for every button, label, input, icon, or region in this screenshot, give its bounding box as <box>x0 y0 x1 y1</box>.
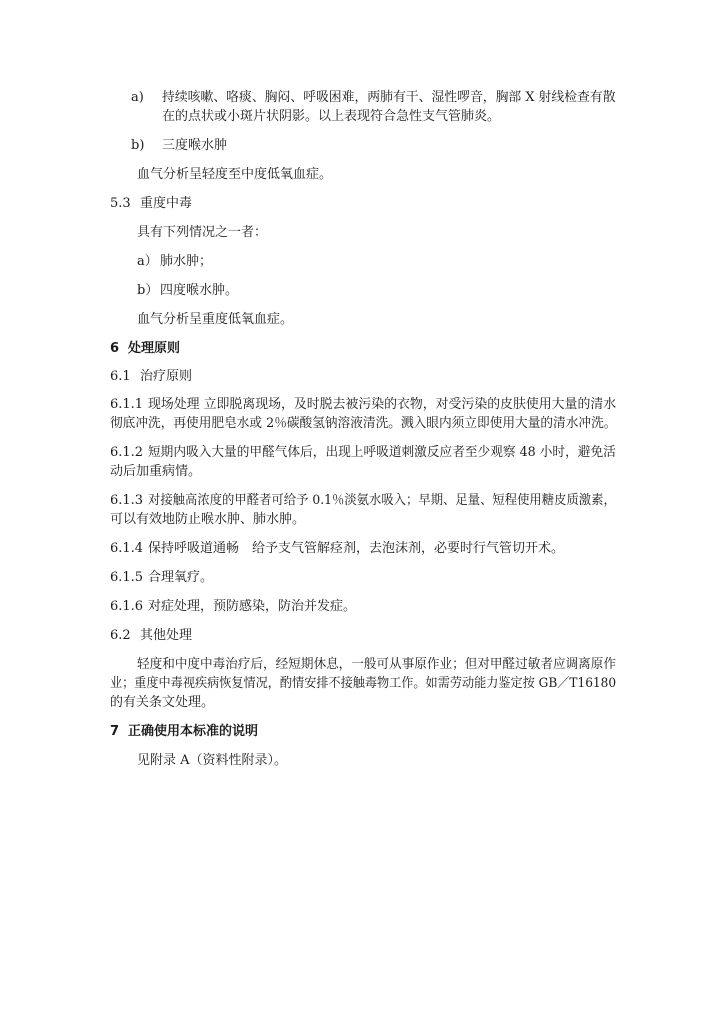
clause-text: 保持呼吸道通畅 给予支气管解痉剂，去泡沫剂，必要时行气管切开术。 <box>148 541 565 556</box>
list-item-text: 三度喉水肿 <box>162 138 228 153</box>
list-item-text: 持续咳嗽、咯痰、胸闷、呼吸困难，两肺有干、湿性啰音，胸部 X 射线检查有散 <box>162 90 616 105</box>
chapter-title: 处理原则 <box>128 341 181 356</box>
clause-text-continued: 可以有效地防止喉水肿、肺水肿。 <box>110 512 306 527</box>
section-title: 其他处理 <box>140 628 193 643</box>
list-item-text: 四度喉水肿。 <box>160 283 239 298</box>
list-item-text: 肺水肿； <box>160 254 213 269</box>
list-item-marker: a) <box>131 90 144 105</box>
clause-text: 对症处理，预防感染，防治并发症。 <box>148 599 357 614</box>
paragraph-continued: 业；重度中毒视疾病恢复情况，酌情安排不接触毒物工作。如需劳动能力鉴定按 GB／T16180 <box>110 676 617 691</box>
section-number: 6.1 <box>110 369 131 384</box>
clause-number: 6.1.5 <box>110 570 144 585</box>
section-number: 6.2 <box>110 628 131 643</box>
clause-number: 6.1.2 <box>110 445 144 460</box>
chapter-title: 正确使用本标准的说明 <box>128 724 259 739</box>
chapter-number: 6 <box>110 341 120 356</box>
clause-text-continued: 动后加重病情。 <box>110 464 202 479</box>
paragraph: 血气分析呈重度低氧血症。 <box>137 312 294 327</box>
paragraph: 具有下列情况之一者： <box>137 225 268 240</box>
paragraph-continued: 的有关条文处理。 <box>110 695 215 710</box>
clause-text: 合理氧疗。 <box>148 570 214 585</box>
clause-number: 6.1.3 <box>110 493 144 508</box>
list-item-text-continued: 在的点状或小斑片状阴影。以上表现符合急性支气管肺炎。 <box>162 109 501 124</box>
clause-text: 现场处理 立即脱离现场，及时脱去被污染的衣物，对受污染的皮肤使用大量的清水 <box>148 397 617 412</box>
paragraph: 血气分析呈轻度至中度低氧血症。 <box>137 167 333 182</box>
clause-text: 短期内吸入大量的甲醛气体后，出现上呼吸道刺激反应者至少观察 48 小时，避免活 <box>148 445 616 460</box>
list-item-marker: b） <box>137 283 159 298</box>
clause-number: 6.1.6 <box>110 599 144 614</box>
clause-number: 6.1.4 <box>110 541 144 556</box>
clause-number: 6.1.1 <box>110 397 144 412</box>
list-item-marker: b) <box>131 138 145 153</box>
paragraph: 轻度和中度中毒治疗后，经短期休息，一般可从事原作业；但对甲醛过敏者应调离原作 <box>137 657 616 672</box>
clause-text-continued: 彻底冲洗，再使用肥皂水或 2％碳酸氢钠溶液清洗。溅入眼内须立即使用大量的清水冲洗。 <box>110 416 617 431</box>
chapter-number: 7 <box>110 724 120 739</box>
section-number: 5.3 <box>110 196 131 211</box>
list-item-marker: a） <box>137 254 158 269</box>
clause-text: 对接触高浓度的甲醛者可给予 0.1％淡氨水吸入；早期、足量、短程使用糖皮质激素， <box>148 493 616 508</box>
section-title: 重度中毒 <box>140 196 193 211</box>
section-title: 治疗原则 <box>140 369 193 384</box>
paragraph: 见附录 A（资料性附录）。 <box>137 753 288 768</box>
